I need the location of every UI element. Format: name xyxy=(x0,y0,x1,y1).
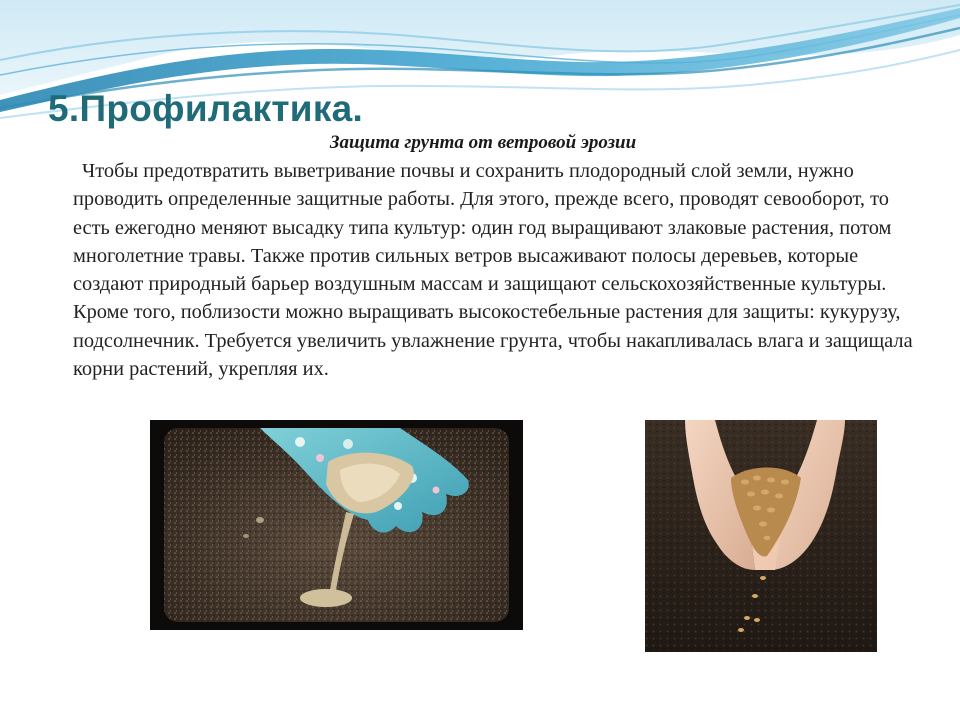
wheat-grains-photo xyxy=(645,420,877,652)
fertilizer-photo-art xyxy=(150,420,523,630)
slide-body-text: Чтобы предотвратить выветривание почвы и сохранить плодородный слой земли, нужно проводить определенные защитные работы. Для этого, прежде всего, проводят севооборот, то есть ежегодно меняют высадку типа культур: один год выращивают злаковые растения, потом многолетние травы. Также против сильных ветров высаживают полосы деревьев, которые создают природный барьер воздушным массам и защищают сельскохозяйственные культуры. Кроме того, поблизости можно выращивать высокостебельные растения для защиты: кукурузу, подсолнечник. Требуется увеличить увлажнение грунта, чтобы накапливалась влага и защищала корни растений, укрепляя их. xyxy=(73,160,913,381)
fertilizer-photo xyxy=(150,420,523,630)
wheat-grains-photo-art xyxy=(645,420,877,652)
slide-subtitle: Защита грунта от ветровой эрозии xyxy=(329,132,637,153)
slide-title: 5.Профилактика. xyxy=(48,88,364,129)
